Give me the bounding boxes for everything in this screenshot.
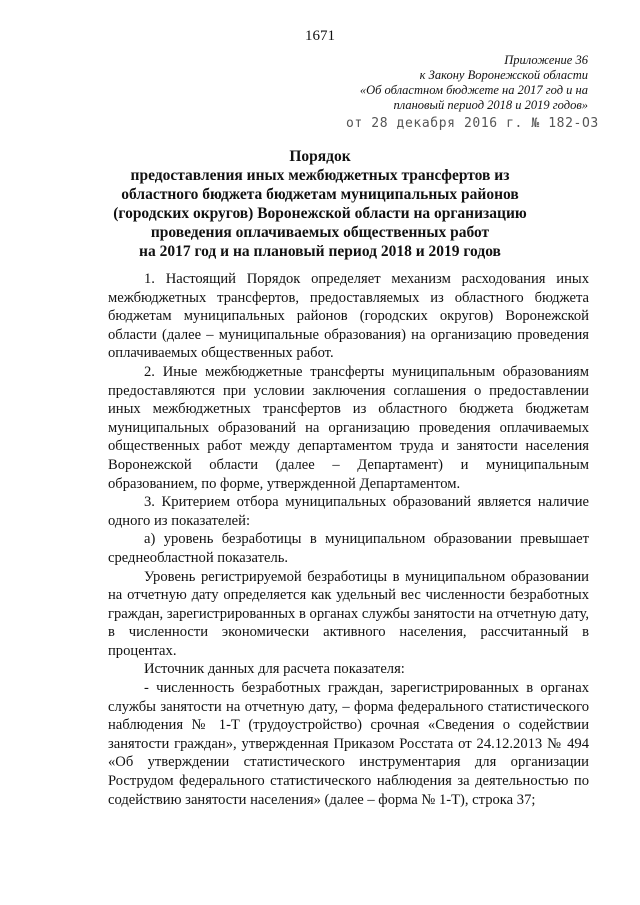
paragraph: а) уровень безработицы в муниципальном образовании превышает среднеобластной показатель. (108, 531, 589, 566)
date-stamp: от 28 декабря 2016 г. № 182-ОЗ (346, 116, 599, 131)
appendix-line: к Закону Воронежской области (419, 68, 588, 82)
document-body (108, 270, 589, 809)
appendix-line: Приложение 36 (504, 53, 588, 67)
title-line: Порядок (289, 148, 351, 165)
paragraph: Источник данных для расчета показателя: (144, 661, 405, 678)
appendix-line: «Об областном бюджете на 2017 год и на (359, 83, 588, 97)
document-title (90, 147, 550, 261)
title-line: проведения оплачиваемых общественных работ (150, 224, 490, 241)
title-line: на 2017 год и на плановый период 2018 и 2019 годов (139, 243, 501, 260)
appendix-block (258, 53, 588, 113)
paragraph: 1. Настоящий Порядок определяет механизм расходования иных межбюджетных трансфертов, предоставляемых из областного бюджета бюджетам муниципальных районов (городских округов) Воронежской области (далее – муниципальные образования) на организацию проведения оплачиваемых общественных работ. (108, 271, 589, 362)
appendix-line: плановый период 2018 и 2019 годов» (393, 98, 588, 112)
paragraph: - численность безработных граждан, зарегистрированных в органах службы занятости на отчетную дату, – форма федерального статистического наблюдения № 1-Т (трудоустройство) срочная «Сведения о содействии занятости граждан», утвержденная Приказом Росстата от 24.12.2013 № 494 «Об утверждении статистического инструментария для организации Рострудом федерального статистического наблюдения за деятельностью по содействию занятости населения» (далее – форма № 1-Т), строка 37; (108, 680, 589, 808)
paragraph: Уровень регистрируемой безработицы в муниципальном образовании на отчетную дату определяется как удельный вес численности безработных граждан, зарегистрированных в органах службы занятости на отчетную дату, в численности экономически активного населения, рассчитанный в процентах. (108, 568, 589, 659)
title-line: предоставления иных межбюджетных трансфертов из (130, 167, 510, 184)
paragraph: 2. Иные межбюджетные трансферты муниципальным образованиям предоставляются при условии заключения соглашения о предоставлении иных межбюджетных трансфертов из областного бюджета бюджетам муниципальных образований на организацию проведения оплачиваемых общественных работ между департаментом труда и занятости населения Воронежской области (далее – Департамент) и муниципальным образованием, по форме, утвержденной Департаментом. (108, 363, 589, 492)
title-line: областного бюджета бюджетам муниципальных районов (121, 186, 519, 203)
page-number: 1671 (305, 28, 335, 44)
paragraph: 3. Критерием отбора муниципальных образований является наличие одного из показателей: (108, 494, 589, 529)
title-line: (городских округов) Воронежской области на организацию (113, 205, 527, 222)
